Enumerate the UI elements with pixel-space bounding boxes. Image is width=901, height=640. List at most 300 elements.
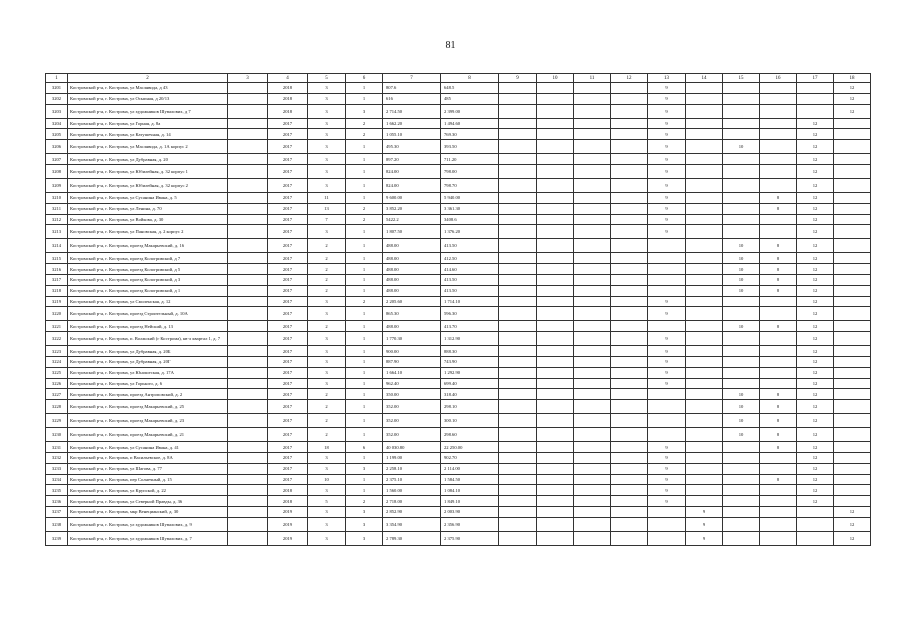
table-cell: 8 <box>760 253 797 264</box>
table-cell: Костромской р-н, г. Кострома, проезд Антроповский, д. 2 <box>68 389 228 400</box>
table-cell <box>574 378 611 389</box>
table-cell: 3 <box>308 164 346 178</box>
table-cell: 12 <box>797 178 834 192</box>
table-cell: 2019 <box>268 531 308 545</box>
column-header: 8 <box>441 74 499 83</box>
table-cell: 2017 <box>268 414 308 428</box>
table-cell: 1 <box>346 285 383 296</box>
table-cell: 8 <box>760 414 797 428</box>
table-cell <box>686 83 723 94</box>
table-cell: 3 <box>308 178 346 192</box>
table-cell <box>760 118 797 129</box>
table-cell: 12 <box>797 192 834 203</box>
table-cell <box>834 214 871 225</box>
table-cell <box>686 346 723 357</box>
table-cell: 3 <box>308 225 346 239</box>
table-cell: Костромской р-н, г. Кострома, проезд Строительный, д. 10А <box>68 307 228 321</box>
table-cell: 12 <box>797 346 834 357</box>
table-cell: 485 <box>441 93 499 104</box>
table-cell: 2 <box>308 274 346 285</box>
table-cell <box>574 239 611 253</box>
table-cell <box>499 517 537 531</box>
table-cell <box>537 414 574 428</box>
table-cell <box>228 400 268 414</box>
table-cell: 9 <box>686 517 723 531</box>
table-cell <box>686 93 723 104</box>
table-cell: Костромской р-н, г. Кострома, ул Маслявида, д. 1А корпус 2 <box>68 140 228 154</box>
table-cell: 10 <box>723 285 760 296</box>
table-cell <box>499 307 537 321</box>
table-cell <box>574 307 611 321</box>
table-cell: 2017 <box>268 285 308 296</box>
table-cell: 3 <box>346 506 383 517</box>
table-cell <box>760 129 797 140</box>
table-cell: 3 <box>308 129 346 140</box>
table-cell <box>574 118 611 129</box>
table-cell: 3208 <box>46 164 68 178</box>
table-cell: Костромской р-н, г. Кострома, ул Северной Правды, д. 36 <box>68 496 228 507</box>
table-cell <box>537 428 574 442</box>
table-cell <box>611 414 648 428</box>
table-cell <box>499 296 537 307</box>
table-cell <box>611 104 648 118</box>
table-cell <box>228 203 268 214</box>
table-cell: 3 <box>308 367 346 378</box>
table-cell: 1 <box>346 474 383 485</box>
table-row <box>46 321 871 332</box>
table-cell <box>686 118 723 129</box>
table-cell: 1 560.00 <box>383 485 441 496</box>
table-cell: 3 <box>346 531 383 545</box>
table-cell <box>611 346 648 357</box>
table-cell <box>574 264 611 275</box>
table-cell <box>574 192 611 203</box>
table-cell: 12 <box>797 274 834 285</box>
table-cell: 12 <box>797 485 834 496</box>
table-cell: 8 <box>760 285 797 296</box>
table-cell <box>537 214 574 225</box>
table-cell: 3219 <box>46 296 68 307</box>
table-cell <box>760 346 797 357</box>
table-cell: 488.00 <box>383 264 441 275</box>
table-cell <box>574 129 611 140</box>
table-cell <box>760 485 797 496</box>
table-cell: 2019 <box>268 506 308 517</box>
table-cell: 824.00 <box>383 164 441 178</box>
table-cell <box>686 225 723 239</box>
table-cell: 9 <box>686 506 723 517</box>
table-cell <box>686 452 723 463</box>
table-cell: 1 <box>346 400 383 414</box>
table-cell <box>834 253 871 264</box>
table-cell <box>499 225 537 239</box>
table-cell: 3226 <box>46 378 68 389</box>
table-cell <box>574 332 611 346</box>
table-cell <box>834 154 871 165</box>
table-cell: 1 <box>346 428 383 442</box>
table-cell <box>723 192 760 203</box>
column-header: 15 <box>723 74 760 83</box>
table-cell: 3229 <box>46 414 68 428</box>
table-cell <box>723 118 760 129</box>
table-cell <box>228 192 268 203</box>
table-cell: 3220 <box>46 307 68 321</box>
table-cell <box>723 93 760 104</box>
table-cell <box>499 531 537 545</box>
table-cell: 9 <box>648 378 686 389</box>
table-cell: 3 <box>308 378 346 389</box>
table-cell <box>537 496 574 507</box>
table-row <box>46 203 871 214</box>
table-cell <box>760 83 797 94</box>
table-cell <box>611 253 648 264</box>
table-cell <box>228 474 268 485</box>
table-cell: 3232 <box>46 452 68 463</box>
table-cell: 3212 <box>46 214 68 225</box>
table-cell: Костромской р-н, г. Кострома, п Васильевское, д. 8А <box>68 452 228 463</box>
table-cell <box>499 463 537 474</box>
table-cell <box>537 203 574 214</box>
table-cell <box>537 140 574 154</box>
table-cell <box>611 118 648 129</box>
table-cell: 2017 <box>268 192 308 203</box>
table-cell <box>537 192 574 203</box>
table-cell: 1 <box>346 356 383 367</box>
table-cell <box>648 389 686 400</box>
table-cell: 8 <box>760 442 797 453</box>
table-cell <box>723 356 760 367</box>
table-cell: 2 <box>308 389 346 400</box>
table-cell: 8 <box>760 203 797 214</box>
table-cell <box>611 332 648 346</box>
table-cell <box>574 83 611 94</box>
table-cell <box>499 346 537 357</box>
table-cell: 3207 <box>46 154 68 165</box>
table-cell: Костромской р-н, г. Кострома, ул Ленина, д. 70 <box>68 203 228 214</box>
table-cell: 2 <box>346 496 383 507</box>
table-cell <box>499 104 537 118</box>
table-cell <box>723 452 760 463</box>
table-cell: 3238 <box>46 517 68 531</box>
table-cell <box>499 285 537 296</box>
table-cell <box>574 321 611 332</box>
table-cell: 8 <box>760 239 797 253</box>
table-cell: 3 <box>308 104 346 118</box>
table-cell: 22 250.00 <box>441 442 499 453</box>
table-cell <box>760 496 797 507</box>
table-cell <box>611 285 648 296</box>
table-cell: 9 <box>648 474 686 485</box>
column-header: 13 <box>648 74 686 83</box>
table-cell: 2017 <box>268 214 308 225</box>
column-header: 4 <box>268 74 308 83</box>
table-cell <box>574 474 611 485</box>
table-row <box>46 474 871 485</box>
table-cell: 2 <box>346 129 383 140</box>
table-cell: 10 <box>723 239 760 253</box>
table-cell <box>228 239 268 253</box>
table-cell <box>611 400 648 414</box>
table-cell: 1 <box>346 452 383 463</box>
table-cell: 699.40 <box>441 378 499 389</box>
table-row <box>46 517 871 531</box>
table-cell: 12 <box>834 83 871 94</box>
table-cell: 10 <box>723 400 760 414</box>
table-cell: 300.10 <box>441 414 499 428</box>
table-cell: 2017 <box>268 463 308 474</box>
table-cell <box>686 378 723 389</box>
table-cell: 711.20 <box>441 154 499 165</box>
table-cell: 2 114.00 <box>441 463 499 474</box>
table-cell: 9 <box>648 296 686 307</box>
table-cell: 10 <box>723 264 760 275</box>
table-cell: 3205 <box>46 129 68 140</box>
table-cell <box>537 178 574 192</box>
table-cell: 2 852.90 <box>383 506 441 517</box>
table-cell: 616 <box>383 93 441 104</box>
table-cell <box>499 83 537 94</box>
table-cell: 12 <box>797 378 834 389</box>
table-cell: 2 258.10 <box>383 463 441 474</box>
table-cell <box>611 356 648 367</box>
table-cell: 3 <box>308 307 346 321</box>
table-row <box>46 296 871 307</box>
table-cell <box>834 307 871 321</box>
table-cell <box>574 346 611 357</box>
table-cell: 3228 <box>46 400 68 414</box>
table-cell: 12 <box>797 474 834 485</box>
table-cell <box>611 442 648 453</box>
table-cell: Костромской р-н, г. Кострома, ул Дубравная, д. 20Б <box>68 346 228 357</box>
table-cell <box>686 164 723 178</box>
table-cell <box>611 474 648 485</box>
table-cell <box>686 253 723 264</box>
table-cell <box>228 178 268 192</box>
table-cell <box>228 506 268 517</box>
table-cell <box>760 378 797 389</box>
table-cell: 897.20 <box>383 154 441 165</box>
table-cell: 8 <box>760 192 797 203</box>
header-row <box>46 74 871 83</box>
table-cell: 2017 <box>268 442 308 453</box>
table-cell: 2 <box>308 414 346 428</box>
table-cell <box>499 93 537 104</box>
table-cell: 3222 <box>46 332 68 346</box>
table-cell <box>648 517 686 531</box>
column-header: 1 <box>46 74 68 83</box>
table-cell <box>537 307 574 321</box>
table-cell <box>686 496 723 507</box>
table-cell: 3213 <box>46 225 68 239</box>
table-row <box>46 83 871 94</box>
table-cell: 1 <box>346 225 383 239</box>
table-cell: 12 <box>797 428 834 442</box>
table-row <box>46 192 871 203</box>
table-cell: 2017 <box>268 239 308 253</box>
table-cell: 1 055.10 <box>383 129 441 140</box>
table-cell <box>499 192 537 203</box>
table-cell: 596.30 <box>441 307 499 321</box>
table-cell: 888.30 <box>441 346 499 357</box>
table-cell <box>537 517 574 531</box>
table-cell: 1 <box>346 83 383 94</box>
table-cell <box>537 531 574 545</box>
table-cell: 350.00 <box>383 389 441 400</box>
table-cell: 2017 <box>268 118 308 129</box>
table-cell: 2017 <box>268 264 308 275</box>
table-cell <box>611 378 648 389</box>
table-cell <box>611 225 648 239</box>
table-cell <box>797 93 834 104</box>
column-header: 5 <box>308 74 346 83</box>
table-cell <box>537 296 574 307</box>
table-cell: 3211 <box>46 203 68 214</box>
table-cell: 962.40 <box>383 378 441 389</box>
table-cell <box>574 452 611 463</box>
table-cell: Костромской р-н, г. Кострома, проезд Макарьевский, д. 16 <box>68 239 228 253</box>
table-cell: 3 <box>346 463 383 474</box>
table-cell: 2 003.90 <box>441 506 499 517</box>
table-row <box>46 378 871 389</box>
table-cell <box>723 203 760 214</box>
table-cell <box>611 485 648 496</box>
table-cell: 3 <box>308 346 346 357</box>
table-cell: 2017 <box>268 346 308 357</box>
table-cell: 3 <box>308 485 346 496</box>
table-cell <box>537 118 574 129</box>
table-cell: 2017 <box>268 378 308 389</box>
table-cell: 8 <box>760 428 797 442</box>
table-cell <box>228 321 268 332</box>
table-cell: 1 376.20 <box>441 225 499 239</box>
table-cell: Костромской р-н, г. Кострома, проезд Кологривский, д 1 <box>68 285 228 296</box>
table-cell <box>686 203 723 214</box>
table-cell <box>723 485 760 496</box>
table-cell: 2 375.10 <box>383 474 441 485</box>
table-cell <box>574 296 611 307</box>
table-cell <box>648 428 686 442</box>
table-cell <box>760 452 797 463</box>
table-cell: 12 <box>797 118 834 129</box>
table-cell <box>228 285 268 296</box>
table-cell: 2018 <box>268 496 308 507</box>
table-cell: 12 <box>834 517 871 531</box>
table-cell: 7 <box>308 214 346 225</box>
table-cell <box>499 506 537 517</box>
table-cell: 9 <box>648 140 686 154</box>
table-cell: 798.00 <box>441 164 499 178</box>
table-cell <box>537 346 574 357</box>
table-cell: 9 <box>648 452 686 463</box>
table-cell: 12 <box>797 239 834 253</box>
table-cell <box>228 274 268 285</box>
table-cell <box>499 321 537 332</box>
table-cell <box>686 389 723 400</box>
table-cell: 887.90 <box>383 356 441 367</box>
table-cell <box>228 428 268 442</box>
table-cell: 648.5 <box>441 83 499 94</box>
table-cell <box>834 496 871 507</box>
table-cell <box>574 506 611 517</box>
table-cell <box>723 517 760 531</box>
table-cell: 9 <box>648 178 686 192</box>
table-cell <box>611 452 648 463</box>
table-cell: 3215 <box>46 253 68 264</box>
table-cell <box>760 367 797 378</box>
column-header: 7 <box>383 74 441 83</box>
table-cell: 900.00 <box>383 346 441 357</box>
table-cell: 3 <box>308 463 346 474</box>
table-cell <box>723 531 760 545</box>
table-cell: 9 <box>648 154 686 165</box>
table-cell: 5 <box>308 496 346 507</box>
table-cell: 1 <box>346 264 383 275</box>
table-cell: 1 <box>346 178 383 192</box>
table-cell: 9 <box>686 531 723 545</box>
table-cell <box>648 321 686 332</box>
table-row <box>46 367 871 378</box>
table-cell: 12 <box>797 140 834 154</box>
table-cell <box>228 140 268 154</box>
table-cell <box>228 264 268 275</box>
table-cell <box>834 192 871 203</box>
table-cell: 9 <box>648 93 686 104</box>
table-cell: 2017 <box>268 321 308 332</box>
table-row <box>46 140 871 154</box>
table-cell: 18 <box>308 442 346 453</box>
table-cell: 3235 <box>46 485 68 496</box>
table-cell: 1 <box>346 164 383 178</box>
table-cell <box>611 463 648 474</box>
table-cell <box>499 178 537 192</box>
table-cell <box>686 321 723 332</box>
table-cell: 352.00 <box>383 400 441 414</box>
table-cell: 12 <box>797 164 834 178</box>
table-cell <box>574 154 611 165</box>
table-cell <box>834 452 871 463</box>
table-cell <box>723 154 760 165</box>
table-cell: 495.30 <box>383 140 441 154</box>
table-cell: 3 <box>308 356 346 367</box>
table-cell <box>537 93 574 104</box>
table-cell <box>574 442 611 453</box>
table-cell <box>648 400 686 414</box>
table-cell <box>499 164 537 178</box>
table-cell <box>834 367 871 378</box>
table-row <box>46 414 871 428</box>
table-cell: 1 <box>346 346 383 357</box>
table-cell <box>537 332 574 346</box>
table-cell: 1 <box>346 239 383 253</box>
table-cell <box>686 214 723 225</box>
table-cell <box>834 274 871 285</box>
table-cell <box>537 400 574 414</box>
table-cell: Костромской р-н, г. Кострома, проезд Нейский, д. 13 <box>68 321 228 332</box>
table-cell <box>537 285 574 296</box>
table-cell: 3230 <box>46 428 68 442</box>
table-cell: 2017 <box>268 474 308 485</box>
table-cell: 3 354.90 <box>383 517 441 531</box>
table-cell: 5 940.00 <box>441 192 499 203</box>
table-cell <box>499 452 537 463</box>
table-row <box>46 332 871 346</box>
table-cell <box>499 239 537 253</box>
table-cell: 12 <box>834 104 871 118</box>
table-cell <box>648 531 686 545</box>
column-header: 18 <box>834 74 871 83</box>
table-cell <box>834 400 871 414</box>
table-cell: Костромской р-н, г. Кострома, ул Катушечная, д. 14 <box>68 129 228 140</box>
